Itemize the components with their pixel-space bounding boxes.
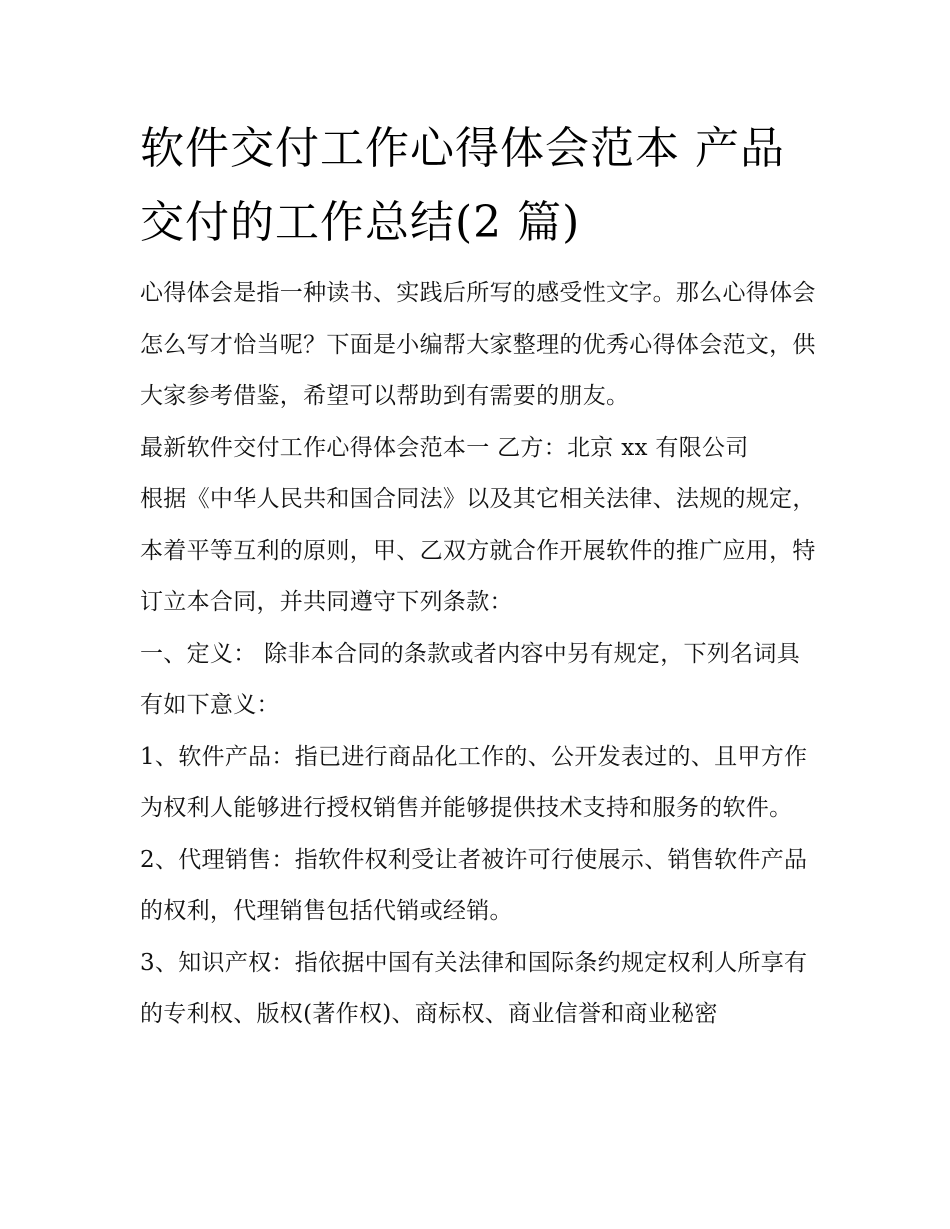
paragraph-item-1: 1、软件产品：指已进行商品化工作的、公开发表过的、且甲方作为权利人能够进行授权销售并能够提供技术支持和服务的软件。	[140, 743, 808, 821]
document-page	[140, 112, 820, 1041]
paragraph-contract-basis: 根据《中华人民共和国合同法》以及其它相关法律、法规的规定，本着平等互利的原则，甲、乙双方就合作开展软件的推广应用，特订立本合同，并共同遵守下列条款：	[140, 486, 816, 615]
paragraph-definitions: 一、定义： 除非本合同的条款或者内容中另有规定，下列名词具有如下意义：	[140, 640, 801, 718]
paragraph-intro: 心得体会是指一种读书、实践后所写的感受性文字。那么心得体会怎么写才恰当呢？下面是小编帮大家整理的优秀心得体会范文，供大家参考借鉴，希望可以帮助到有需要的朋友。	[140, 280, 816, 409]
paragraph-heading-one: 最新软件交付工作心得体会范本一 乙方：北京 xx 有限公司	[140, 434, 749, 461]
paragraph-item-3: 3、知识产权：指依据中国有关法律和国际条约规定权利人所享有的专利权、版权(著作权)、商标权、商业信誉和商业秘密	[140, 949, 808, 1027]
document-title: 软件交付工作心得体会范本 产品交付的工作总结(2 篇)	[140, 123, 785, 248]
document-body	[140, 268, 820, 1041]
paragraph-item-2: 2、代理销售：指软件权利受让者被许可行使展示、销售软件产品的权利，代理销售包括代销或经销。	[140, 846, 808, 924]
